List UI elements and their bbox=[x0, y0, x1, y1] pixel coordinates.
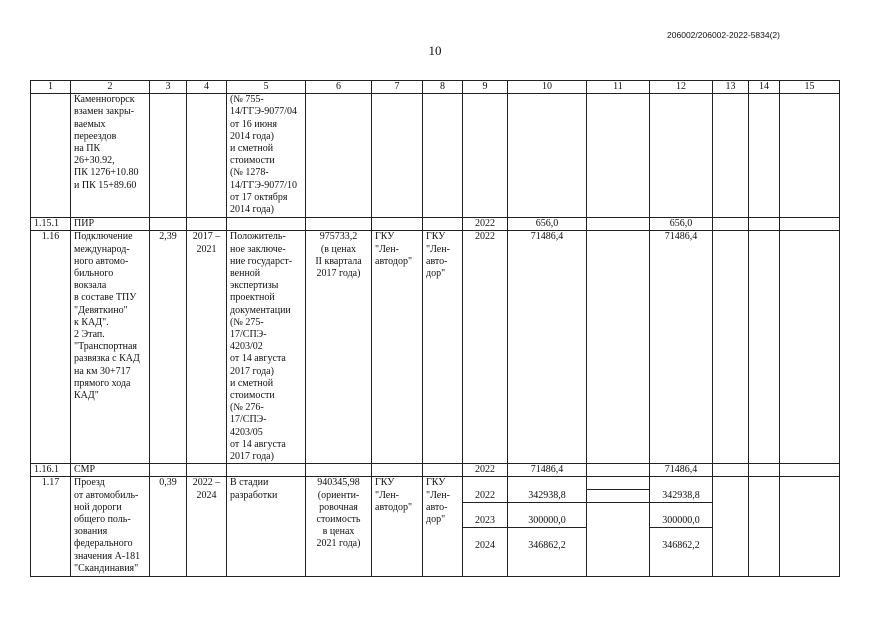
period-cell: 2022 – 2024 bbox=[187, 477, 227, 577]
table-row bbox=[31, 218, 840, 231]
period-cell: 2017 – 2021 bbox=[187, 231, 227, 464]
amount-cell: 71486,4 bbox=[508, 464, 587, 477]
object-name-cell: Каменногорск взамен закры- ваемых переездов на ПК 26+30.92, ПК 1276+10.80 и ПК 15+89.60 bbox=[71, 94, 150, 218]
year-cell: 2023 bbox=[463, 515, 507, 528]
amount-cell: 342938,8 bbox=[508, 490, 586, 503]
header-cell: 3 bbox=[150, 81, 187, 94]
contractor-cell: ГКУ "Лен- авто- дор" bbox=[423, 231, 463, 464]
amount-cell: 71486,4 bbox=[650, 464, 713, 477]
amount-cell: 300000,0 bbox=[650, 515, 712, 528]
header-cell: 5 bbox=[227, 81, 306, 94]
header-cell: 11 bbox=[587, 81, 650, 94]
amount-cell: 300000,0 bbox=[508, 515, 586, 528]
header-cell: 13 bbox=[713, 81, 749, 94]
amount-cell: 656,0 bbox=[508, 218, 587, 231]
year-cell: 2022 bbox=[463, 490, 507, 503]
year-cell: 2022 bbox=[463, 231, 508, 464]
header-cell: 15 bbox=[780, 81, 840, 94]
object-name-cell: Подключение международ- ного автомо- бильного вокзала в составе ТПУ "Девяткино" к КАД". 2 Этап. "Транспортная развязка с КАД на км 30+717 прямого хода КАД" bbox=[71, 231, 150, 464]
object-name-cell: СМР bbox=[71, 464, 150, 477]
row-number-cell: 1.16.1 bbox=[31, 464, 71, 477]
amount-list-cell bbox=[650, 477, 713, 577]
header-cell: 10 bbox=[508, 81, 587, 94]
year-cell: 2022 bbox=[463, 218, 508, 231]
amount-cell: 71486,4 bbox=[650, 231, 713, 464]
row-number-cell: 1.16 bbox=[31, 231, 71, 464]
amount-cell: 656,0 bbox=[650, 218, 713, 231]
amount-cell: 71486,4 bbox=[508, 231, 587, 464]
contractor-cell: ГКУ "Лен- авто- дор" bbox=[423, 477, 463, 577]
year-cell: 2024 bbox=[475, 540, 495, 552]
header-cell: 14 bbox=[749, 81, 780, 94]
amount-list-cell bbox=[508, 477, 587, 577]
amount-cell: 346862,2 bbox=[528, 540, 566, 552]
header-cell: 9 bbox=[463, 81, 508, 94]
year-list-cell bbox=[463, 477, 508, 577]
table-row bbox=[31, 231, 840, 464]
customer-cell: ГКУ "Лен- автодор" bbox=[372, 231, 423, 464]
length-cell: 2,39 bbox=[150, 231, 187, 464]
header-cell: 8 bbox=[423, 81, 463, 94]
budget-table bbox=[30, 80, 840, 577]
header-cell: 12 bbox=[650, 81, 713, 94]
object-name-cell: ПИР bbox=[71, 218, 150, 231]
row-number-cell: 1.17 bbox=[31, 477, 71, 577]
object-name-cell: Проезд от автомобиль- ной дороги общего поль- зования федерального значения А-181 "Скандинавия" bbox=[71, 477, 150, 577]
document-id: 206002/206002-2022-5834(2) bbox=[667, 30, 780, 40]
header-cell: 4 bbox=[187, 81, 227, 94]
header-cell: 1 bbox=[31, 81, 71, 94]
amount-cell: 346862,2 bbox=[662, 540, 700, 552]
page-number: 10 bbox=[428, 43, 442, 58]
header-cell: 2 bbox=[71, 81, 150, 94]
table-row bbox=[31, 464, 840, 477]
table-row bbox=[31, 477, 840, 577]
header-cell: 6 bbox=[306, 81, 372, 94]
header-cell: 7 bbox=[372, 81, 423, 94]
cost-cell: 975733,2 (в ценах II квартала 2017 года) bbox=[306, 231, 372, 464]
amount-cell: 342938,8 bbox=[650, 490, 712, 503]
customer-cell: ГКУ "Лен- автодор" bbox=[372, 477, 423, 577]
year-cell: 2022 bbox=[463, 464, 508, 477]
document-cell: Положитель- ное заключе- ние государст- венной экспертизы проектной документации (№ 275- 17/СПЭ- 4203/02 от 14 августа 2017 года) и сметной стоимости (№ 276- 17/СПЭ- 4203/05 от 14 августа 2017 года) bbox=[227, 231, 306, 464]
document-cell: (№ 755- 14/ГГЭ-9077/04 от 16 июня 2014 года) и сметной стоимости (№ 1278- 14/ГГЭ-9077/10 от 17 октября 2014 года) bbox=[227, 94, 306, 218]
cost-cell: 940345,98 (ориенти- ровочная стоимость в ценах 2021 года) bbox=[306, 477, 372, 577]
table-row bbox=[31, 94, 840, 218]
row-number-cell: 1.15.1 bbox=[31, 218, 71, 231]
document-cell: В стадии разработки bbox=[227, 477, 306, 577]
length-cell: 0,39 bbox=[150, 477, 187, 577]
header-row bbox=[31, 81, 840, 94]
